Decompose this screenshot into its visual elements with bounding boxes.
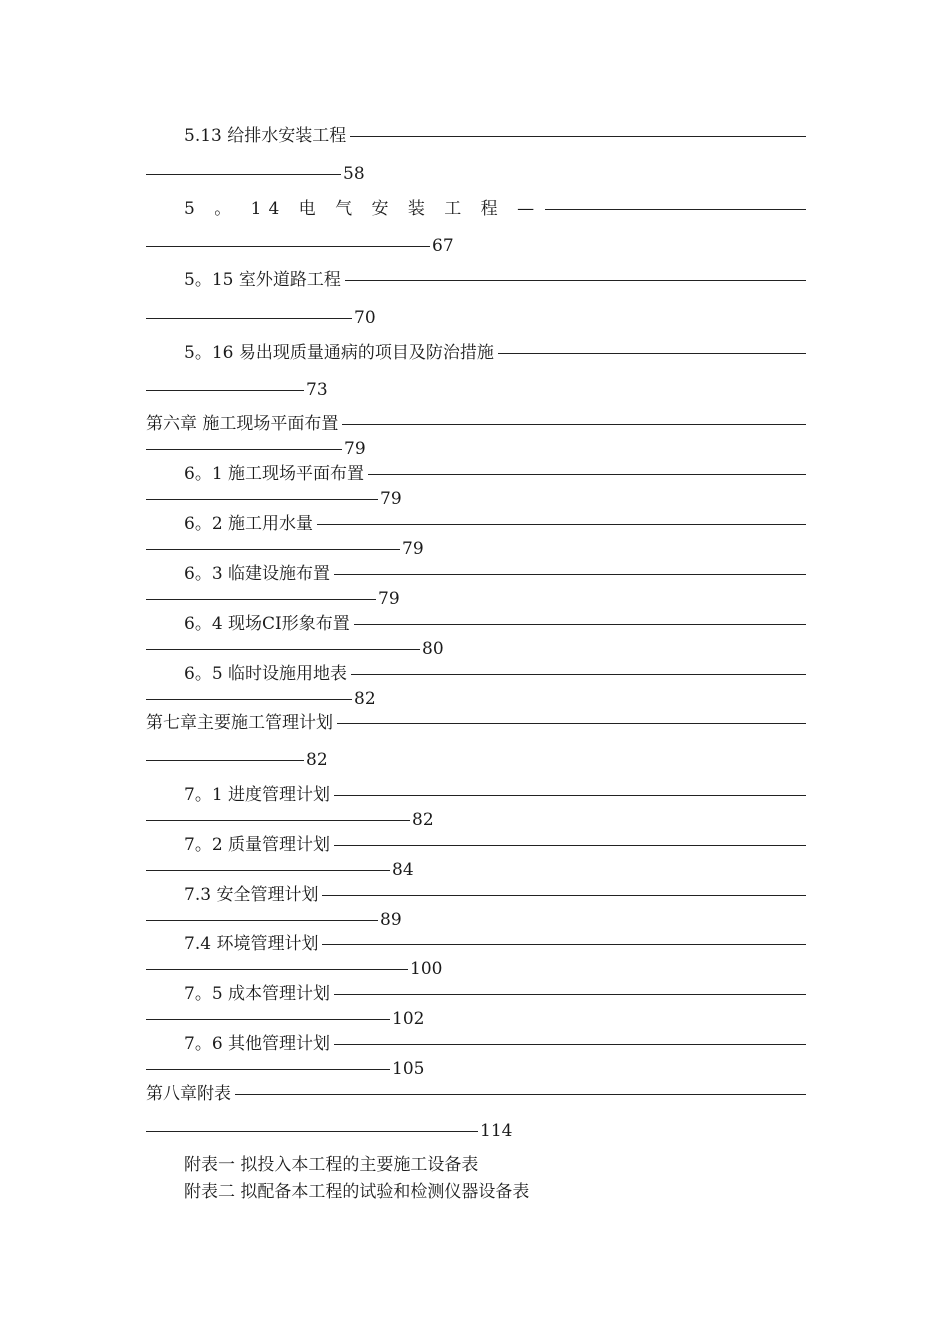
toc-page-number: 105 (392, 1059, 425, 1079)
appendix-item-1[interactable]: 附表一 拟投入本工程的主要施工设备表 (184, 1155, 479, 1175)
toc-page-number: 102 (392, 1009, 425, 1029)
toc-page-number: 79 (378, 589, 400, 609)
leader-line (146, 699, 352, 700)
toc-page-number: 84 (392, 860, 414, 880)
leader-line (351, 674, 806, 675)
leader-line (146, 1069, 390, 1070)
toc-page-number: 79 (380, 489, 402, 509)
toc-page-number: 82 (306, 750, 328, 770)
toc-entry-6-2-cont (146, 537, 806, 561)
toc-entry-7-2[interactable] (146, 833, 806, 857)
leader-line (146, 649, 420, 650)
leader-line (345, 280, 806, 281)
toc-entry-7-1[interactable] (146, 783, 806, 807)
toc-page-number: 70 (354, 308, 376, 328)
toc-title: 第六章 施工现场平面布置 (146, 414, 339, 434)
leader-line (334, 574, 806, 575)
leader-line (334, 795, 806, 796)
leader-line (350, 136, 806, 137)
toc-chapter-7-cont (146, 748, 806, 772)
toc-page-number: 79 (402, 539, 424, 559)
leader-line (354, 624, 806, 625)
toc-entry-7-4[interactable] (146, 932, 806, 956)
toc-entry-5-13[interactable] (146, 124, 806, 148)
toc-title: 6。5 临时设施用地表 (184, 664, 348, 684)
toc-page-number: 67 (432, 236, 454, 256)
toc-title: 6。1 施工现场平面布置 (184, 464, 365, 484)
toc-page-number: 100 (410, 959, 443, 979)
leader-line (146, 760, 304, 761)
toc-entry-7-2-cont (146, 858, 806, 882)
toc-entry-5-14-cont (146, 234, 806, 258)
toc-entry-5-16-cont (146, 378, 806, 402)
toc-entry-6-2[interactable] (146, 512, 806, 536)
toc-entry-6-3[interactable] (146, 562, 806, 586)
leader-line (368, 474, 806, 475)
toc-title: 7.3 安全管理计划 (184, 885, 319, 905)
toc-page-number: 58 (343, 164, 365, 184)
leader-line (146, 499, 378, 500)
toc-title: 7.4 环境管理计划 (184, 934, 319, 954)
leader-line (146, 920, 378, 921)
leader-line (146, 390, 304, 391)
leader-line (322, 895, 806, 896)
leader-line (498, 353, 806, 354)
toc-entry-7-4-cont (146, 957, 806, 981)
toc-title: 7。1 进度管理计划 (184, 785, 331, 805)
toc-entry-6-1-cont (146, 487, 806, 511)
toc-entry-7-6[interactable] (146, 1032, 806, 1056)
toc-title: 5 。 14 电 气 安 装 工 程 — (184, 199, 542, 219)
toc-entry-5-16[interactable] (146, 341, 806, 365)
leader-line (146, 174, 341, 175)
leader-line (146, 246, 430, 247)
toc-entry-6-5-cont (146, 687, 806, 711)
leader-line (146, 870, 390, 871)
toc-page-number: 80 (422, 639, 444, 659)
toc-title: 5.13 给排水安装工程 (184, 126, 347, 146)
toc-chapter-8-cont (146, 1119, 806, 1143)
toc-title: 7。6 其他管理计划 (184, 1034, 331, 1054)
toc-title: 6。2 施工用水量 (184, 514, 314, 534)
toc-entry-5-15-cont (146, 306, 806, 330)
appendix-item-2[interactable]: 附表二 拟配备本工程的试验和检测仪器设备表 (184, 1182, 530, 1202)
leader-line (317, 524, 806, 525)
leader-line (334, 845, 806, 846)
leader-line (235, 1094, 806, 1095)
toc-title: 第七章主要施工管理计划 (146, 713, 333, 733)
leader-line (146, 820, 410, 821)
toc-entry-7-1-cont (146, 808, 806, 832)
leader-line (545, 209, 806, 210)
toc-page-number: 79 (344, 439, 366, 459)
leader-line (146, 318, 352, 319)
toc-page-number: 82 (354, 689, 376, 709)
toc-title: 5。15 室外道路工程 (184, 270, 341, 290)
toc-title: 7。5 成本管理计划 (184, 984, 331, 1004)
leader-line (334, 994, 806, 995)
leader-line (146, 549, 400, 550)
toc-chapter-6[interactable] (146, 412, 806, 436)
leader-line (334, 1044, 806, 1045)
toc-title: 6。3 临建设施布置 (184, 564, 331, 584)
toc-entry-6-5[interactable] (146, 662, 806, 686)
toc-page-number: 89 (380, 910, 402, 930)
toc-title: 7。2 质量管理计划 (184, 835, 331, 855)
toc-entry-6-3-cont (146, 587, 806, 611)
toc-chapter-7[interactable] (146, 711, 806, 735)
toc-title: 第八章附表 (146, 1084, 231, 1104)
leader-line (146, 969, 408, 970)
leader-line (342, 424, 806, 425)
leader-line (146, 1131, 478, 1132)
toc-entry-7-3-cont (146, 908, 806, 932)
toc-chapter-8[interactable] (146, 1082, 806, 1106)
leader-line (337, 723, 806, 724)
toc-entry-7-5-cont (146, 1007, 806, 1031)
toc-chapter-6-cont (146, 437, 806, 461)
toc-entry-5-14[interactable] (146, 197, 806, 221)
toc-entry-7-3[interactable] (146, 883, 806, 907)
toc-entry-5-13-cont (146, 162, 806, 186)
toc-entry-6-4-cont (146, 637, 806, 661)
toc-entry-7-6-cont (146, 1057, 806, 1081)
toc-title: 6。4 现场CI形象布置 (184, 614, 350, 634)
toc-title: 5。16 易出现质量通病的项目及防治措施 (184, 343, 494, 363)
toc-entry-5-15[interactable] (146, 268, 806, 292)
toc-page-number: 73 (306, 380, 328, 400)
leader-line (146, 449, 342, 450)
toc-page-number: 82 (412, 810, 434, 830)
toc-page-number: 114 (480, 1121, 513, 1141)
leader-line (146, 599, 376, 600)
leader-line (322, 944, 806, 945)
toc-entry-7-5[interactable] (146, 982, 806, 1006)
toc-entry-6-1[interactable] (146, 462, 806, 486)
toc-entry-6-4[interactable] (146, 612, 806, 636)
leader-line (146, 1019, 390, 1020)
